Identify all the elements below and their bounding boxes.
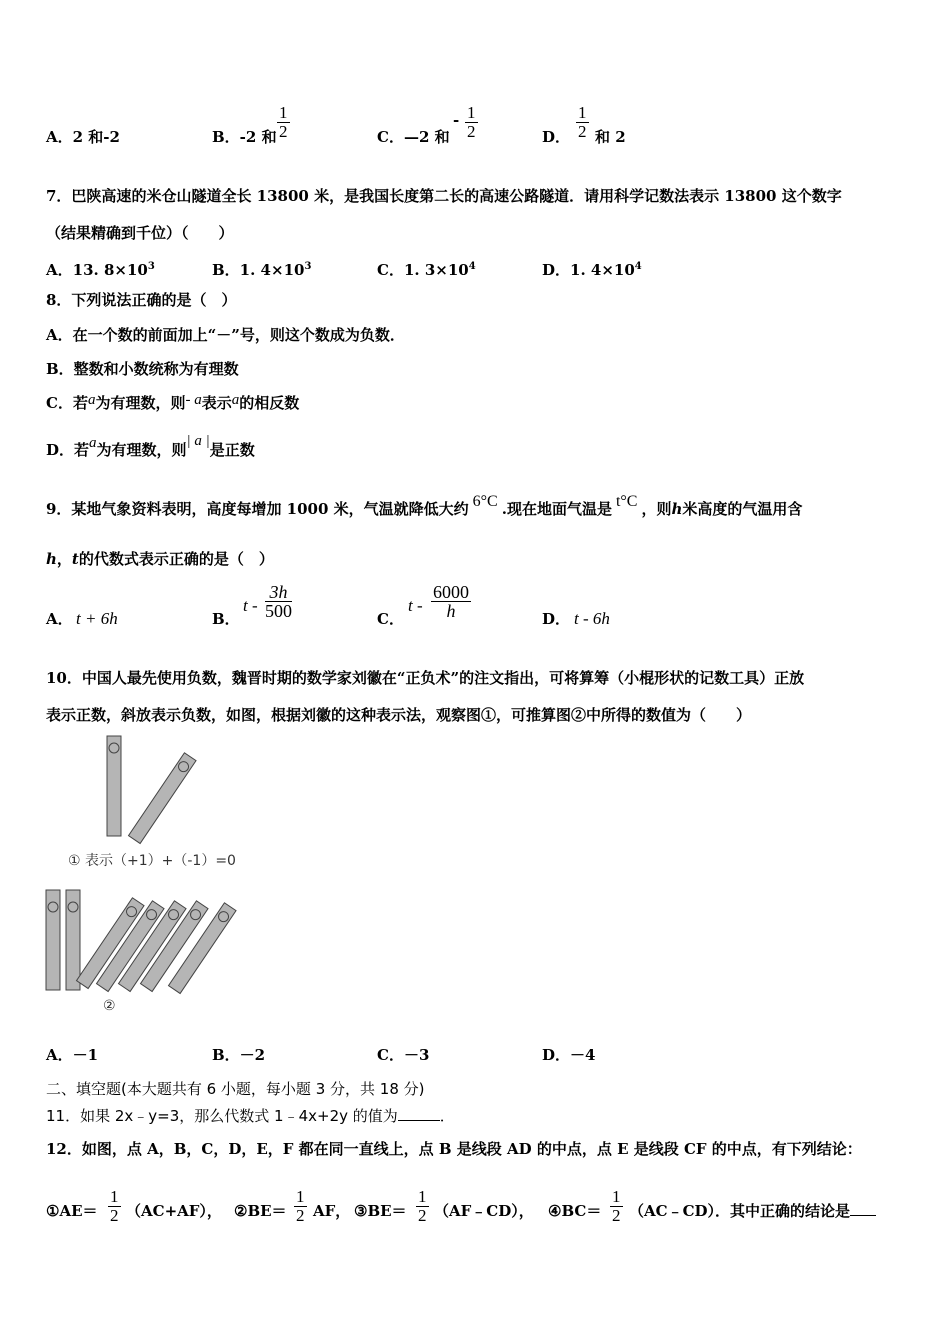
q12-conclusion-2-pre: ②BE＝	[234, 1202, 287, 1220]
fraction-numerator: 1	[110, 1187, 119, 1206]
q12-conclusion-1-pre: ①AE＝	[46, 1202, 98, 1220]
fraction-denominator: 2	[296, 1206, 305, 1225]
q8-stem: 8．下列说法正确的是（ ）	[46, 291, 237, 309]
q9-option-c-fraction	[431, 583, 471, 620]
q6-option-d-fraction	[576, 104, 589, 141]
q6-option-c-sign: -	[453, 111, 460, 129]
q9-option-b-pre: t -	[243, 596, 258, 615]
q11-stem: 11．如果 2x﹣y=3，那么代数式 1﹣4x+2y 的值为 ．	[46, 1107, 455, 1125]
upright-rod	[107, 736, 121, 836]
q7-option-d: D．1. $4\times 10^4$	[542, 261, 642, 279]
q6-option-d-post: 和 2	[595, 128, 626, 146]
fraction-numerator: 1	[279, 103, 288, 122]
fraction-denominator: 2	[418, 1206, 427, 1225]
q12-stem-line1: 12．如图，点 A，B，C，D，E，F 都在同一直线上，点 B 是线段 AD 的中点，点 E 是线段 CF 的中点，有下列结论：	[46, 1140, 862, 1158]
fraction-numerator: 6000	[433, 582, 469, 602]
q12-conclusion-3-post: （AF﹣CD），	[434, 1202, 534, 1220]
q10-option-d: D．－4	[542, 1046, 596, 1064]
q6-option-c: C．—2 和	[377, 128, 450, 146]
q8-option-b: B．整数和小数统称为有理数	[46, 360, 239, 378]
fraction-numerator: 1	[467, 103, 476, 122]
fraction-numerator: 1	[296, 1187, 305, 1206]
q9-option-a-expr: t + 6h	[76, 609, 118, 628]
fraction-denominator: 2	[279, 122, 288, 141]
q9-option-b-fraction	[265, 583, 292, 620]
q9-option-c-label: C．	[377, 610, 404, 628]
fraction-numerator: 1	[612, 1187, 621, 1206]
q7-option-b: B．1. $4\times 10^3$	[212, 261, 312, 279]
fraction-denominator: 2	[467, 122, 476, 141]
q6-option-b-fraction	[277, 104, 290, 141]
q12-conclusion-4-post: （AC﹣CD）．其中正确的结论是	[629, 1201, 876, 1221]
fraction-numerator: 1	[578, 103, 587, 122]
figure-1-caption: ① 表示（+1）+（-1）=0	[68, 853, 236, 869]
answer-blank[interactable]	[850, 1215, 876, 1216]
q8-option-d: D．若a为有理数，则| a |是正数	[46, 433, 255, 459]
q12-conclusion-1-post: （AC+AF），	[126, 1202, 222, 1220]
q10-stem-line2: 表示正数，斜放表示负数，如图，根据刘徽的这种表示法，观察图①，可推算图②中所得的数值为（ ）	[46, 706, 752, 724]
slanted-rod	[129, 753, 197, 844]
fraction-denominator: h	[446, 601, 456, 621]
upright-rod	[66, 890, 80, 990]
q10-option-b: B．－2	[212, 1046, 266, 1064]
counting-rods-figure-2	[40, 880, 260, 1000]
fraction-denominator: 2	[578, 122, 587, 141]
fraction-numerator: 3h	[269, 582, 288, 602]
q7-option-a: A．13. $8\times 10^3$	[46, 261, 155, 279]
fraction-denominator: 500	[265, 601, 292, 621]
q9-option-c-pre: t -	[408, 596, 423, 615]
q7-option-c: C．1. $3\times 10^4$	[377, 261, 476, 279]
q12-fraction-half	[294, 1188, 307, 1225]
section-heading: 二、填空题(本大题共有 6 小题，每小题 3 分，共 18 分)	[46, 1080, 425, 1098]
q9-option-a-label: A．	[46, 610, 73, 628]
q9-stem-line2: h，t的代数式表示正确的是（ ）	[46, 550, 274, 568]
q12-conclusion-3-pre: ③BE＝	[354, 1202, 407, 1220]
q6-option-b: B．-2 和	[212, 128, 277, 146]
q10-stem-line1: 10．中国人最先使用负数，魏晋时期的数学家刘徽在“正负术”的注文指出，可将算筹（小棍形状的记数工具）正放	[46, 669, 805, 687]
q6-option-a: A．2 和-2	[46, 128, 120, 146]
q12-conclusion-2-post: AF，	[313, 1202, 351, 1220]
q12-fraction-half	[108, 1188, 121, 1225]
q12-conclusion-4-pre: ④BC＝	[548, 1202, 602, 1220]
q7-stem-line2: （结果精确到千位）（ ）	[46, 224, 234, 242]
q12-fraction-half	[416, 1188, 429, 1225]
answer-blank[interactable]	[398, 1120, 440, 1121]
q8-option-c: C．若a为有理数，则- a表示a的相反数	[46, 392, 300, 412]
figure-2-caption: ②	[103, 998, 116, 1014]
q9-option-b-label: B．	[212, 610, 240, 628]
q9-option-d-expr: t - 6h	[574, 609, 610, 628]
upright-rod	[46, 890, 60, 990]
q9-option-d-label: D．	[542, 610, 571, 628]
fraction-denominator: 2	[612, 1206, 621, 1225]
q9-stem-line1: 9．某地气象资料表明，高度每增加 1000 米，气温就降低大约 6°C .现在地面气温是 t°C ，则h米高度的气温用含	[46, 493, 803, 518]
q7-stem-line1: 7．巴陕高速的米仓山隧道全长 13800 米，是我国长度第二长的高速公路隧道．请用科学记数法表示 13800 这个数字	[46, 187, 842, 205]
q10-option-c: C．－3	[377, 1046, 430, 1064]
q6-option-d: D．	[542, 128, 571, 146]
q8-option-a: A．在一个数的前面加上“－”号，则这个数成为负数．	[46, 326, 405, 344]
q6-option-c-fraction	[465, 104, 478, 141]
fraction-numerator: 1	[418, 1187, 427, 1206]
q10-option-a: A．－1	[46, 1046, 99, 1064]
fraction-denominator: 2	[110, 1206, 119, 1225]
q12-fraction-half	[610, 1188, 623, 1225]
